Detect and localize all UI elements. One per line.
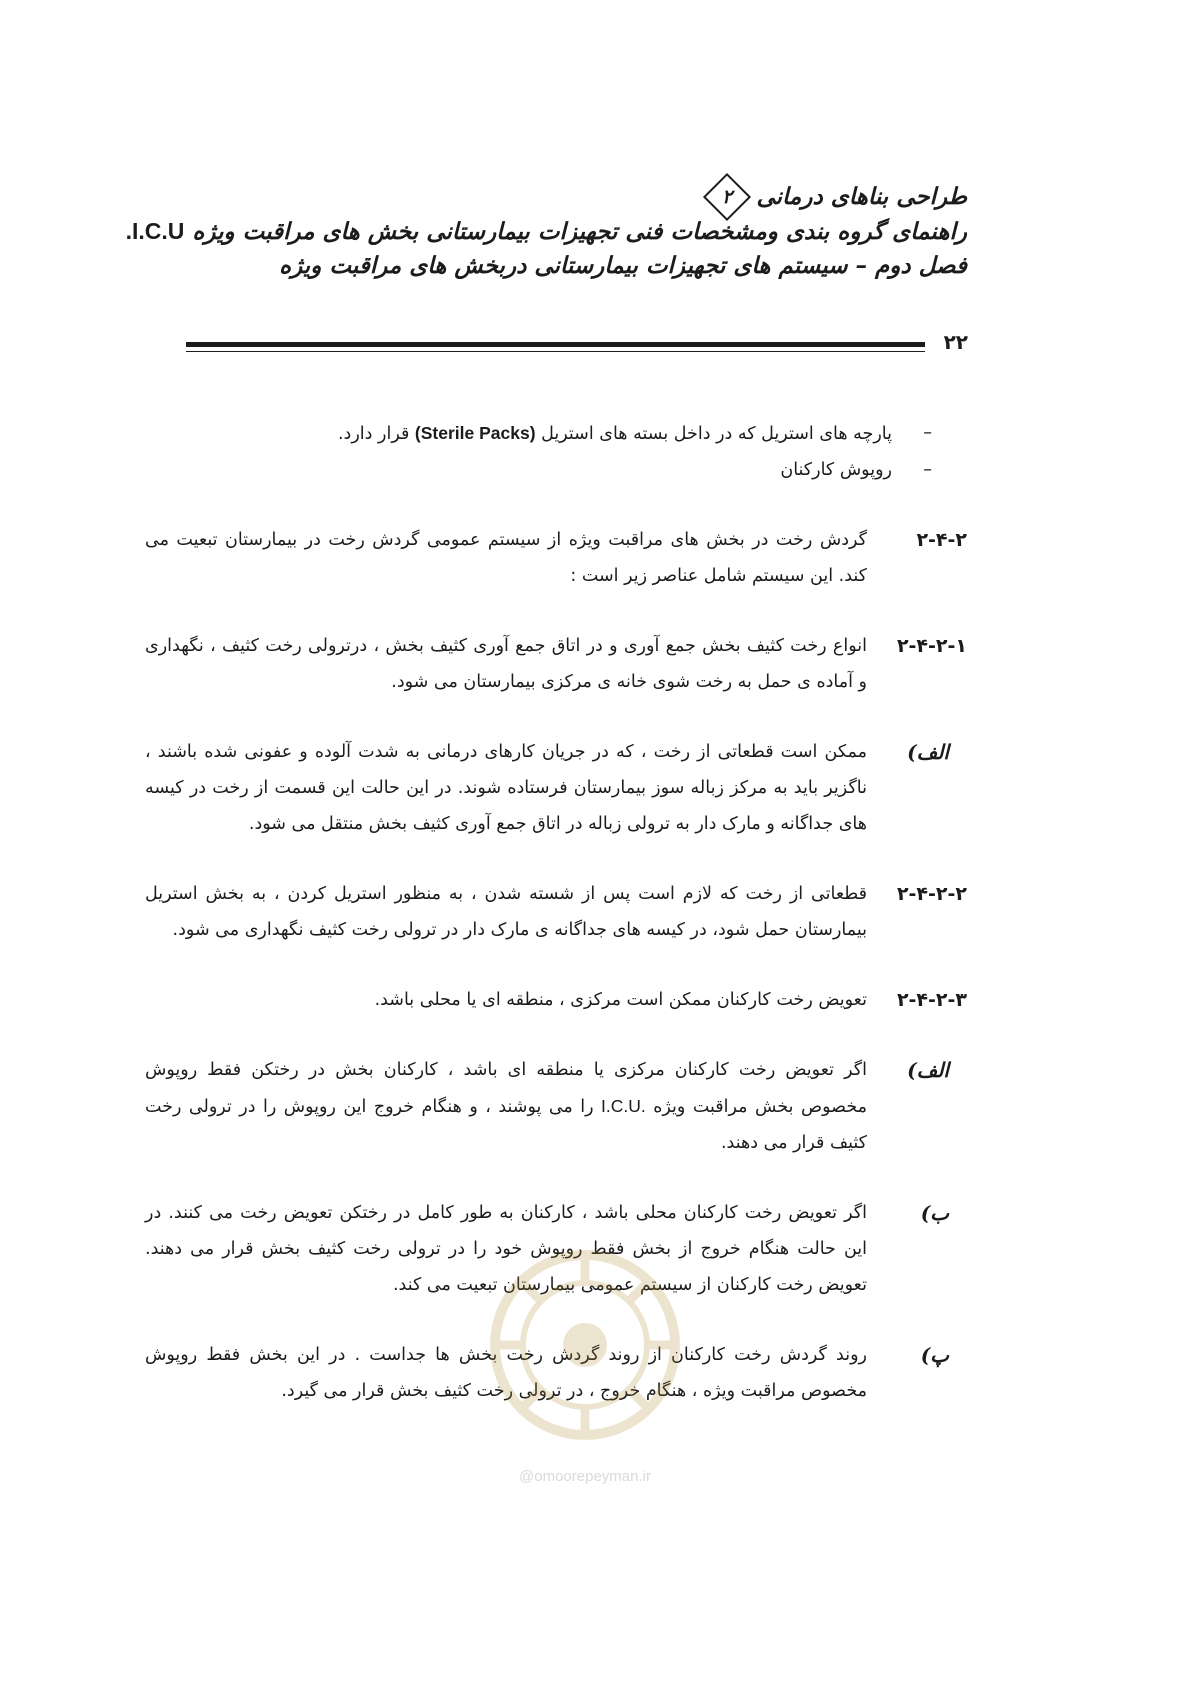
sub-item-text: اگر تعویض رخت کارکنان محلی باشد ، کارکنان به طور کامل در رختکن تعویض رخت می کنند. در این حالت هنگام خروج از بخش فقط روپوش خود را در ترولی رخت کثیف بخش قرار می دهند. تعویض رخت کارکنان از سیستم عمومی بیمارستان تبعیت می کند. xyxy=(145,1203,867,1295)
volume-number: ۲ xyxy=(722,186,733,208)
header-rule-thick xyxy=(186,342,925,347)
sub-item-text: روند گردش رخت کارکنان از روند گردش رخت بخش ها جداست . در این بخش فقط روپوش مخصوص مراقبت ویژه ، هنگام خروج ، در ترولی رخت کثیف بخش قرار می گیرد. xyxy=(145,1345,867,1401)
section-number: ۲-۴-۲-۳ xyxy=(896,989,967,1011)
watermark-site: @omoorepeyman.ir xyxy=(519,1468,651,1485)
section-number: ۲-۴-۲-۲ xyxy=(896,883,967,905)
watermark xyxy=(455,1245,715,1485)
sub-item-label: الف) xyxy=(907,740,949,764)
header-rule-thin xyxy=(186,351,925,352)
sub-item-text: اگر تعویض رخت کارکنان مرکزی یا منطقه ای باشد ، کارکنان بخش در رختکن فقط روپوش مخصوص بخش مراقبت ویژه I.C.U. را می پوشند ، و هنگام خروج این روپوش را در ترولی رخت کثیف قرار می دهند. xyxy=(145,1060,867,1153)
sub-item-alef xyxy=(145,734,967,842)
header-book-title: راهنمای گروه بندی ومشخصات فنی تجهیزات بیمارستانی بخش های مراقبت ویژه .I.C.U xyxy=(125,218,967,245)
section-text: انواع رخت کثیف بخش جمع آوری و در اتاق جمع آوری کثیف بخش ، درترولی رخت کثیف ، نگهداری و آماده ی حمل به رخت شوی خانه ی مرکزی بیمارستان می شود. xyxy=(145,636,867,692)
sub-item-label: الف) xyxy=(907,1058,949,1082)
watermark-logo-icon xyxy=(455,1245,715,1460)
list-item: – پارچه های استریل که در داخل بسته های استریل (Sterile Packs) قرار دارد. xyxy=(145,415,932,452)
sub-item-label: پ) xyxy=(920,1343,949,1367)
section-text: گردش رخت در بخش های مراقبت ویژه از سیستم عمومی گردش رخت در بیمارستان تبعیت می کند. این سیستم شامل عناصر زیر است : xyxy=(145,530,867,586)
section-text: تعویض رخت کارکنان ممکن است مرکزی ، منطقه ای یا محلی باشد. xyxy=(374,990,867,1010)
sub-item-label: ب) xyxy=(920,1201,949,1225)
bullet-dash: – xyxy=(923,460,932,480)
section-2-4-2-2 xyxy=(145,876,967,948)
series-title: طراحی بناهای درمانی xyxy=(756,183,967,210)
page-header xyxy=(125,180,967,283)
icu-abbr: .I.C.U xyxy=(125,218,185,244)
header-chapter-title: فصل دوم – سیستم های تجهیزات بیمارستانی دربخش های مراقبت ویژه xyxy=(279,252,967,279)
section-text: قطعاتی از رخت که لازم است پس از شسته شدن ، به منظور استریل کردن ، به بخش استریل بیمارستان حمل شود، در کیسه های جداگانه ی مارک دار در ترولی رخت کثیف نگهداری می شود. xyxy=(145,884,867,940)
section-2-4-2 xyxy=(145,522,967,594)
sub-item-text: ممکن است قطعاتی از رخت ، که در جریان کارهای درمانی به شدت آلوده و عفونی شده باشند ، ناگزیر باید به مرکز زباله سوز بیمارستان فرستاده شوند. در این حالت این قسمت از رخت در کیسه های جداگانه و مارک دار به ترولی زباله در اتاق جمع آوری کثیف بخش منتقل می شود. xyxy=(145,742,867,834)
section-number: ۲-۴-۲-۱ xyxy=(896,635,967,657)
sub-item-alef-2 xyxy=(145,1052,967,1161)
section-2-4-2-3 xyxy=(145,982,967,1018)
section-2-4-2-1 xyxy=(145,628,967,700)
page-number: ۲۲ xyxy=(943,330,968,354)
header-series-line xyxy=(150,180,967,214)
bullet-dash: – xyxy=(923,423,932,443)
section-number: ۲-۴-۲ xyxy=(916,529,967,551)
list-item: – روپوش کارکنان xyxy=(145,452,932,488)
icu-abbr: I.C.U. xyxy=(601,1096,646,1116)
